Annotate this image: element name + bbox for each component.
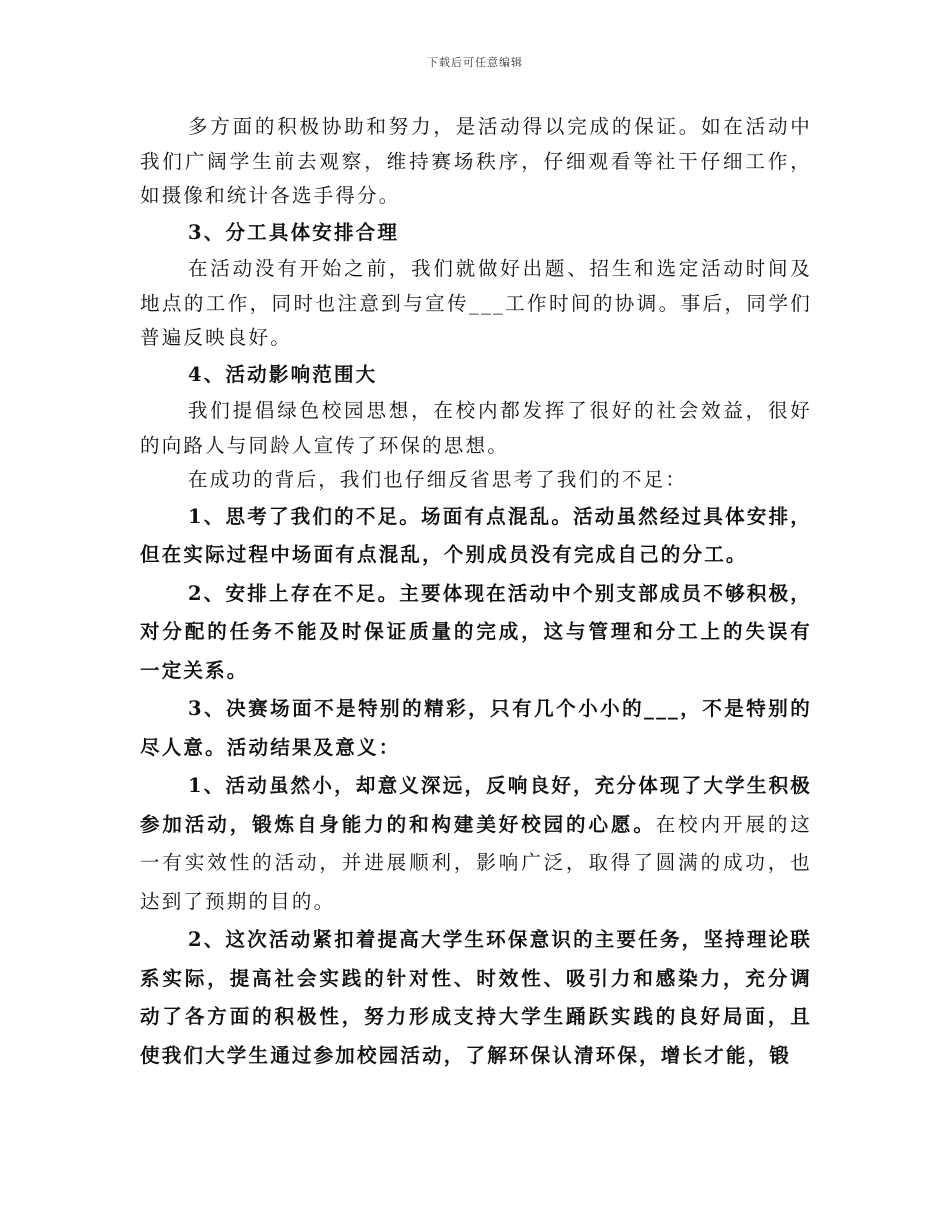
shortcoming-item-3: 3、决赛场面不是特别的精彩，只有几个小小的___，不是特别的尽人意。活动结果及意义：: [140, 697, 812, 759]
heading-division-of-labor: 3、分工具体安排合理: [188, 220, 400, 244]
significance-item-2: 2、这次活动紧扣着提高大学生环保意识的主要任务，坚持理论联系实际，提高社会实践的针对性、时效性、吸引力和感染力，充分调动了各方面的积极性，努力形成支持大学生踊跃实践的良好局面，且使我们大学生通过参加校园活动，了解环保认清环保，增长才能，锻: [140, 928, 812, 1067]
paragraph-preparation: 在活动没有开始之前，我们就做好出题、招生和选定活动时间及地点的工作，同时也注意到与宣传___工作时间的协调。事后，同学们普遍反映良好。: [140, 257, 812, 349]
paragraph-green-campus: 我们提倡绿色校园思想，在校内都发挥了很好的社会效益，很好的向路人与同龄人宣传了环保的思想。: [140, 399, 812, 457]
significance-item-1-bold: 1、活动虽然小，却意义深远，反响良好，充分体现了大学生积极参加活动，锻炼自身能力的和构建美好校园的心愿。: [140, 774, 812, 836]
heading-activity-influence: 4、活动影响范围大: [188, 362, 378, 386]
significance-item-1: [140, 767, 812, 921]
paragraph-cooperation: 多方面的积极协助和努力，是活动得以完成的保证。如在活动中我们广阔学生前去观察，维持赛场秩序，仔细观看等社干仔细工作，如摄像和统计各选手得分。: [140, 115, 812, 207]
shortcoming-item-1: 1、思考了我们的不足。场面有点混乱。活动虽然经过具体安排，但在实际过程中场面有点混乱，个别成员没有完成自己的分工。: [140, 504, 812, 566]
significance-item-1-normal: 在校内开展的这一有实效性的活动，并进展顺利，影响广泛，取得了圆满的成功，也达到了预期的目的。: [140, 812, 812, 913]
page-header-note: 下载后可任意编辑: [427, 56, 523, 69]
document-body: [140, 110, 812, 1075]
paragraph-reflection-intro: 在成功的背后，我们也仔细反省思考了我们的不足：: [188, 468, 688, 491]
shortcoming-item-2: 2、安排上存在不足。主要体现在活动中个别支部成员不够积极，对分配的任务不能及时保证质量的完成，这与管理和分工上的失误有一定关系。: [140, 581, 812, 682]
